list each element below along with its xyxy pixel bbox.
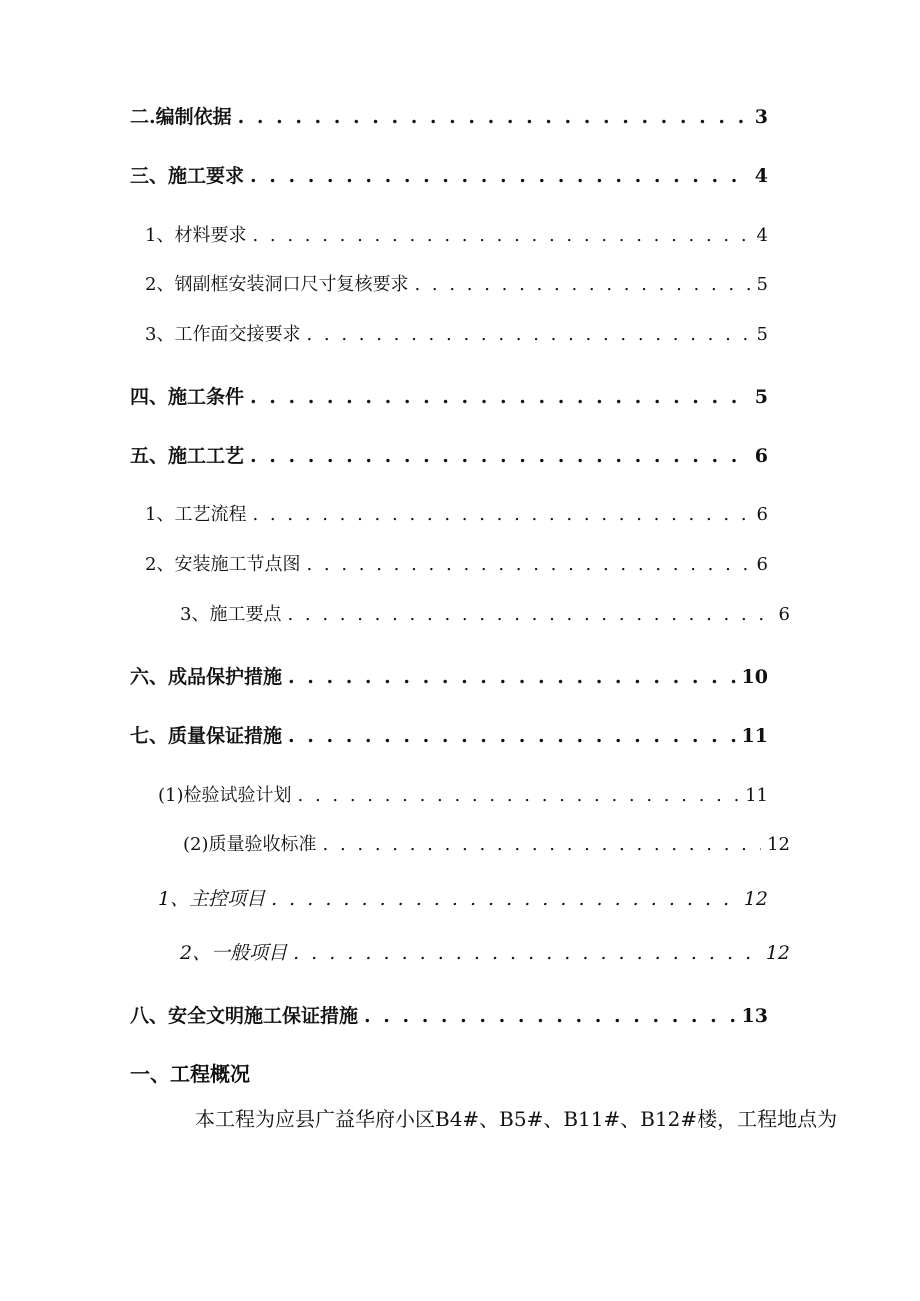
toc-entry-title: 八、安全文明施工保证措施	[130, 1005, 359, 1027]
toc-entry-title: 七、质量保证措施	[130, 725, 283, 747]
toc-entry[interactable]	[145, 500, 768, 526]
toc-entry-page: 11	[741, 725, 768, 747]
toc-entry[interactable]	[130, 161, 768, 188]
toc-entry-page: 3	[754, 106, 768, 128]
toc-entry-page: 5	[756, 324, 768, 345]
toc-leader-dots	[288, 666, 736, 688]
toc-entry-title: 1、工艺流程	[145, 504, 247, 525]
toc-entry[interactable]	[158, 781, 768, 807]
toc-leader-dots	[271, 888, 738, 910]
toc-leader-dots	[323, 834, 762, 855]
toc-entry[interactable]	[158, 884, 768, 911]
toc-entry-title: 二.编制依据	[130, 106, 232, 128]
toc-entry[interactable]	[145, 270, 768, 296]
toc-entry-page: 13	[741, 1005, 768, 1027]
toc-entry-page: 6	[778, 604, 790, 625]
toc-entry-page: 12	[765, 942, 790, 964]
toc-entry[interactable]	[130, 1001, 768, 1028]
toc-entry-title: 五、施工工艺	[130, 445, 245, 467]
toc-entry[interactable]	[145, 550, 768, 576]
toc-entry-title: 3、施工要点	[180, 604, 282, 625]
toc-leader-dots	[306, 554, 750, 575]
toc-entry-title: (1)检验试验计划	[158, 785, 292, 806]
toc-entry-title: 2、一般项目	[180, 942, 288, 964]
toc-leader-dots	[298, 785, 740, 806]
toc-entry-page: 6	[754, 445, 768, 467]
toc-entry-page: 12	[767, 834, 790, 855]
toc-entry[interactable]	[130, 662, 768, 689]
toc-entry-page: 5	[756, 274, 768, 295]
toc-leader-dots	[252, 504, 750, 525]
toc-leader-dots	[238, 106, 749, 128]
toc-entry[interactable]	[130, 382, 768, 409]
toc-entry-title: 2、钢副框安装洞口尺寸复核要求	[145, 274, 409, 295]
toc-leader-dots	[250, 386, 749, 408]
toc-entry-title: 六、成品保护措施	[130, 666, 283, 688]
toc-entry[interactable]	[180, 938, 790, 965]
toc-entry-page: 6	[756, 504, 768, 525]
toc-entry-title: 三、施工要求	[130, 165, 245, 187]
toc-entry[interactable]	[145, 320, 768, 346]
toc-entry-title: 2、安装施工节点图	[145, 554, 301, 575]
toc-leader-dots	[288, 725, 736, 747]
body-paragraph: 本工程为应县广益华府小区B4#、B5#、B11#、B12#楼，工程地点为	[195, 1107, 838, 1131]
toc-entry[interactable]	[130, 721, 768, 748]
toc-entry-page: 4	[756, 225, 768, 246]
toc-entry[interactable]	[183, 830, 790, 856]
toc-entry-page: 12	[743, 888, 768, 910]
toc-leader-dots	[250, 165, 749, 187]
toc-entry[interactable]	[145, 221, 768, 247]
toc-leader-dots	[364, 1005, 736, 1027]
toc-entry-page: 6	[756, 554, 768, 575]
toc-entry-title: 1、主控项目	[158, 888, 266, 910]
toc-leader-dots	[306, 324, 750, 345]
toc-entry-title: (2)质量验收标准	[183, 834, 317, 855]
toc-entry[interactable]	[130, 102, 768, 129]
toc-entry[interactable]	[130, 441, 768, 468]
toc-leader-dots	[293, 942, 760, 964]
section-heading: 一、工程概况	[130, 1062, 250, 1086]
toc-entry[interactable]	[180, 600, 790, 626]
toc-entry-title: 3、工作面交接要求	[145, 324, 301, 345]
toc-entry-page: 11	[745, 785, 768, 806]
toc-entry-page: 4	[754, 165, 768, 187]
toc-leader-dots	[287, 604, 772, 625]
toc-leader-dots	[250, 445, 749, 467]
toc-entry-page: 10	[741, 666, 768, 688]
toc-leader-dots	[414, 274, 750, 295]
toc-leader-dots	[252, 225, 750, 246]
toc-entry-page: 5	[754, 386, 768, 408]
toc-entry-title: 1、材料要求	[145, 225, 247, 246]
toc-entry-title: 四、施工条件	[130, 386, 245, 408]
